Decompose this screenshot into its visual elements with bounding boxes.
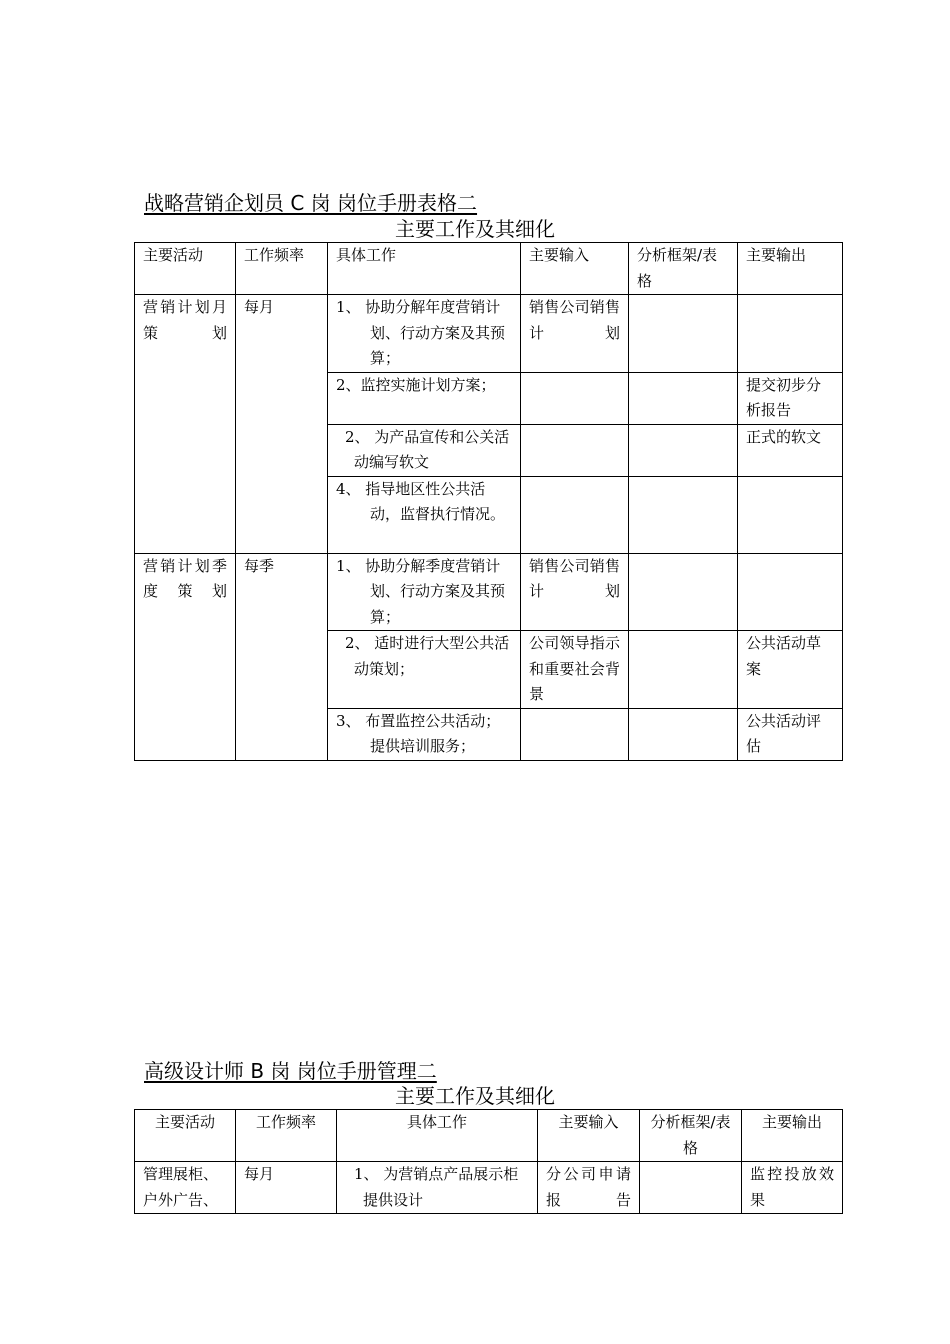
table-row <box>135 553 843 631</box>
section1-table <box>134 242 843 761</box>
section1-subtitle: 主要工作及其细化 <box>395 217 555 241</box>
framework-cell <box>629 631 738 709</box>
input-cell <box>521 424 629 476</box>
framework-cell <box>629 372 738 424</box>
header-cell: 具体工作 <box>337 1110 538 1162</box>
work-cell: 1、 为营销点产品展示柜提供设计 <box>337 1162 538 1214</box>
input-cell: 公司领导指示和重要社会背景 <box>521 631 629 709</box>
header-cell: 分析框架/表格 <box>640 1110 742 1162</box>
activity-cell: 管理展柜、户外广告、 <box>135 1162 236 1214</box>
input-cell: 分公司申请报告 <box>538 1162 640 1214</box>
table-row <box>135 1162 843 1214</box>
frequency-cell: 每月 <box>236 295 328 554</box>
framework-cell <box>629 424 738 476</box>
activity-cell: 营销计划月策划 <box>135 295 236 554</box>
work-cell: 4、 指导地区性公共活动，监督执行情况。 <box>328 476 521 553</box>
input-cell: 销售公司销售计划 <box>521 553 629 631</box>
input-cell <box>521 476 629 553</box>
work-cell: 1、 协助分解季度营销计划、行动方案及其预算； <box>328 553 521 631</box>
header-cell: 工作频率 <box>236 243 328 295</box>
framework-cell <box>629 476 738 553</box>
work-cell: 2、监控实施计划方案； <box>328 372 521 424</box>
framework-cell <box>629 708 738 760</box>
header-cell: 主要输入 <box>521 243 629 295</box>
table-header-row <box>135 243 843 295</box>
header-cell: 分析框架/表格 <box>629 243 738 295</box>
section2-table <box>134 1109 843 1214</box>
table-row <box>135 295 843 373</box>
table-header-row <box>135 1110 843 1162</box>
output-cell <box>738 553 843 631</box>
header-cell: 具体工作 <box>328 243 521 295</box>
framework-cell <box>629 553 738 631</box>
activity-cell: 营销计划季度策划 <box>135 553 236 760</box>
header-cell: 主要输出 <box>742 1110 843 1162</box>
output-cell: 公共活动草案 <box>738 631 843 709</box>
header-cell: 主要活动 <box>135 1110 236 1162</box>
input-cell <box>521 708 629 760</box>
frequency-cell: 每月 <box>236 1162 337 1214</box>
framework-cell <box>640 1162 742 1214</box>
section2-title: 高级设计师 B 岗 岗位手册管理二 <box>144 1059 437 1083</box>
section2-subtitle: 主要工作及其细化 <box>395 1084 555 1108</box>
work-cell: 3、 布置监控公共活动；提供培训服务； <box>328 708 521 760</box>
output-cell <box>738 295 843 373</box>
input-cell <box>521 372 629 424</box>
output-cell: 监控投放效果 <box>742 1162 843 1214</box>
header-cell: 主要输入 <box>538 1110 640 1162</box>
section1-title: 战略营销企划员 C 岗 岗位手册表格二 <box>144 191 478 215</box>
output-cell: 提交初步分析报告 <box>738 372 843 424</box>
framework-cell <box>629 295 738 373</box>
work-cell: 2、 适时进行大型公共活动策划； <box>328 631 521 709</box>
output-cell <box>738 476 843 553</box>
header-cell: 主要输出 <box>738 243 843 295</box>
output-cell: 公共活动评估 <box>738 708 843 760</box>
header-cell: 工作频率 <box>236 1110 337 1162</box>
frequency-cell: 每季 <box>236 553 328 760</box>
input-cell: 销售公司销售计划 <box>521 295 629 373</box>
header-cell: 主要活动 <box>135 243 236 295</box>
output-cell: 正式的软文 <box>738 424 843 476</box>
work-cell: 1、 协助分解年度营销计划、行动方案及其预算； <box>328 295 521 373</box>
work-cell: 2、 为产品宣传和公关活动编写软文 <box>328 424 521 476</box>
